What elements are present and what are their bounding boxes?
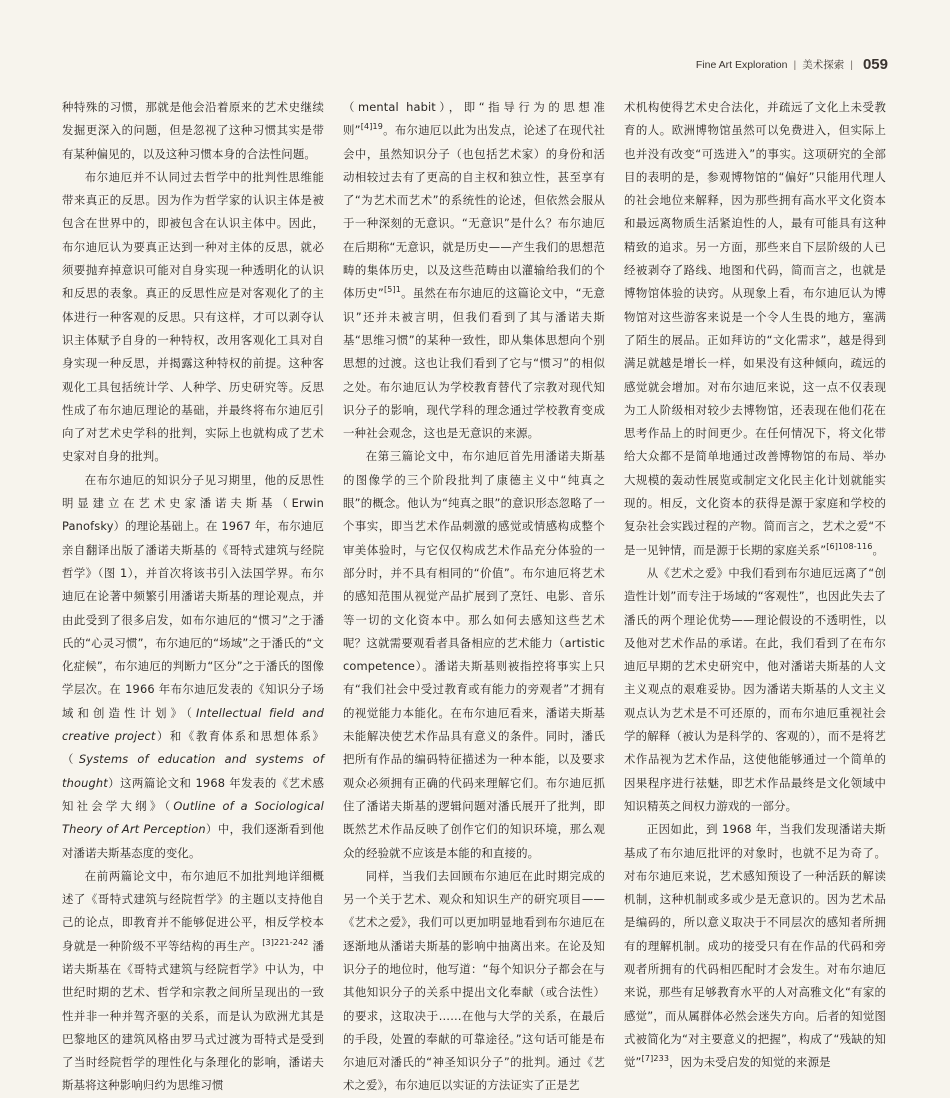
citation-ref: [5]1 [383, 285, 401, 295]
text-run: 。虽然在布尔迪厄的这篇论文中，“无意识”还并未被言明，但我们看到了其与潘诺夫斯基“思维习惯”的某种一致性，即从集体思想向个别思想的过渡。这也让我们看到了它与“惯习”的相似之处。布尔迪厄认为学校教育替代了宗教对现代知识分子的影响，现代学科的理念通过学校教育变成一种社会观念，这也是无意识的来源。 [343, 286, 605, 441]
text-run: 布尔迪厄并不认同过去哲学中的批判性思维能带来真正的反思。因为作为哲学家的认识主体是被包含在世界中的，即被包含在认识主体中。因此，布尔迪厄认为要真正达到一种对主体的反思，就必须要抛弃掉意识可能对自身实现一种透明化的认识和反思的表象。真正的反思性应是对客观化了的主体进行一种客观的反思。只有这样，才可以剥夺认识主体赋予自身的一种特权，改用客观化工具对自身实现一种反思，并揭露这种特权的前提。这种客观化工具包括统计学、人种学、历史研究等。反思性成了布尔迪厄理论的基础，并最终将布尔迪厄引向了对艺术史学科的批判，实际上也就构成了艺术史家对自身的批判。 [62, 169, 324, 464]
paragraph [343, 865, 605, 1098]
text-run: ）这两篇论文和 1968 年发表的《艺术感知社会学大纲》（ [62, 775, 324, 813]
running-header [696, 56, 888, 73]
header-separator: | [850, 58, 853, 71]
paragraph [62, 865, 324, 1098]
text-run: 在前两篇论文中，布尔迪厄不加批判地详细概述了《哥特式建筑与经院哲学》的主题以支持他自己的论点，即教育并不能够促进公平，相反学校本身就是一种阶级不平等结构的再生产。 [62, 868, 324, 953]
text-run: 术机构使得艺术史合法化，并疏远了文化上未受教育的人。欧洲博物馆虽然可以免费进入，但实际上也并没有改变“可选进入”的事实。这项研究的全部目的表明的是，参观博物馆的“偏好”只能用代理人的社会地位来解释，因为那些拥有高水平文化资本和最远离物质生活紧迫性的人，最有可能具有这种精致的追求。另一方面，那些来自下层阶级的人已经被剥夺了路线、地图和代码，简而言之，也就是博物馆体验的诀窍。从现象上看，布尔迪厄认为博物馆对这些游客来说是一个令人生畏的地方，塞满了陌生的展品。正如拜访的“文化需求”，越是得到满足就越是增长一样，如果没有这种倾向，疏远的感觉就会增加。对布尔迪厄来说，这一点不仅表现为工人阶级相对较少去博物馆，还表现在他们花在思考作品上的时间更少。在任何情况下，将文化带给大众都不是简单地通过改善博物馆的布局、举办大规模的轰动性展览或制定文化民主化计划就能实现的。相反，文化资本的获得是源于家庭和学校的复杂社会实践过程的产物。简而言之，艺术之爱“不是一见钟情，而是源于长期的家庭关系” [624, 100, 886, 557]
text-run: （mental habit），即“指导行为的思想准则” [343, 100, 605, 138]
text-run: 潘诺夫斯基在《哥特式建筑与经院哲学》中认为，中世纪时期的艺术、哲学和宗教之间所呈现出的一致性并非一种并驾齐驱的关系，而是认为欧洲尤其是巴黎地区的建筑风格由罗马式过渡为哥特式是受到了当时经院哲学的理性化与条理化的影响，潘诺夫斯基将这种影响归约为思维习惯 [62, 938, 324, 1093]
section-name: 美术探索 [802, 59, 845, 71]
text-run: 在第三篇论文中，布尔迪厄首先用潘诺夫斯基的图像学的三个阶段批判了康德主义中“纯真之眼”的概念。他认为“纯真之眼”的意识形态忽略了一个事实，即当艺术作品刺激的感觉或情感构成整个审美体验时，与它仅仅构成艺术作品充分体验的一部分时，并不具有相同的“价值”。布尔迪厄将艺术的感知范围从视觉产品扩展到了烹饪、电影、音乐等一切的文化资本中。那么如何去感知这些艺术呢？这就需要观看者具备相应的艺术能力（artistic competence）。潘诺夫斯基则被指控将事实上只有“我们社会中受过教育或有能力的旁观者”才拥有的视觉能力本能化。在布尔迪厄看来，潘诺夫斯基未能解决使艺术作品具有意义的条件。同时，潘氏把所有作品的编码特征描述为一种本能，以及要求观众必须拥有正确的代码来理解它们。布尔迪厄抓住了潘诺夫斯基的逻辑问题对潘氏展开了批判，即既然艺术作品反映了创作它们的知识环境，那么观众的经验就不应该是本能的和直接的。 [343, 449, 605, 860]
text-column-2 [343, 96, 605, 1098]
page-number: 059 [862, 56, 888, 73]
text-run: 同样，当我们去回顾布尔迪厄在此时期完成的另一个关于艺术、观众和知识生产的研究项目——《艺术之爱》，我们可以更加明显地看到布尔迪厄在逐渐地从潘诺夫斯基的影响中抽离出来。在论及知识分子的地位时，他写道：“每个知识分子都会在与其他知识分子的关系中提出文化奉献（或合法性）的要求，这取决于……在他与大学的关系，在最后的手段，处置的奉献的可靠途径。”这句话可能是布尔迪厄对潘氏的“神圣知识分子”的批判。通过《艺术之爱》，布尔迪厄以实证的方法证实了正是艺 [343, 868, 605, 1093]
text-run: 。布尔迪厄以此为出发点，论述了在现代社会中，虽然知识分子（也包括艺术家）的身份和活动相较过去有了更高的自主权和独立性，甚至享有了“为艺术而艺术”的系统性的论述，但依然会服从于一种深刻的无意识。“无意识”是什么？布尔迪厄在后期称“无意识，就是历史——产生我们的思想范畴的集体历史，以及这些范畴由以灌输给我们的个体历史” [343, 123, 606, 301]
text-run: ）中，我们逐渐看到他对潘诺夫斯基态度的变化。 [62, 822, 324, 860]
text-column-3 [624, 96, 886, 1074]
citation-ref: [6]108-116 [826, 541, 873, 551]
paragraph [624, 818, 886, 1074]
paragraph [624, 562, 886, 818]
paragraph [62, 469, 324, 865]
paragraph [343, 445, 605, 864]
citation-ref: [3]221-242 [262, 937, 309, 947]
citation-ref: [4]19 [360, 122, 384, 132]
paragraph [343, 96, 605, 445]
text-run: 种特殊的习惯，那就是他会沿着原来的艺术史继续发掘更深入的问题，但是忽视了这种习惯其实是带有某种偏见的，以及这种习惯本身的合法性问题。 [62, 100, 324, 161]
text-run: ）和《教育体系和思想体系》（ [62, 729, 325, 767]
text-run: 正因如此，到 1968 年，当我们发现潘诺夫斯基成了布尔迪厄批评的对象时，也就不足为奇了。对布尔迪厄来说，艺术感知预设了一种活跃的解读机制，这种机制或多或少是无意识的。因为艺术品是编码的，所以意义取决于不同层次的感知者所拥有的理解机制。成功的接受只有在作品的代码和旁观者所拥有的代码相匹配时才会发生。对布尔迪厄来说，那些有足够教育水平的人对高雅文化“有家的感觉”，而从属群体必然会迷失方向。后者的知觉图式被简化为“对主要意义的把握”，构成了“残缺的知觉” [624, 822, 886, 1070]
journal-title: Fine Art Exploration [695, 58, 788, 71]
text-run: 从《艺术之爱》中我们看到布尔迪厄远离了“创造性计划”而专注于场域的“客观性”，也因此失去了潘氏的两个理论优势——理论假设的不透明性，以及他对艺术作品的承诺。在此，我们看到了在布尔迪厄早期的艺术史研究中，他对潘诺夫斯基的人文主义观点的艰难妥协。因为潘诺夫斯基的人文主义观点认为艺术是不可还原的，而布尔迪厄重视社会学的解释（被认为是科学的、客观的），而不是将艺术作品视为艺术作品，这使他能够通过一个简单的因果程序进行祛魅，即艺术作品最终是文化领域中知识精英之间权力游戏的一部分。 [624, 565, 886, 813]
paragraph [62, 166, 324, 469]
paragraph [62, 96, 324, 166]
italic-title: Systems of education and systems of thought [62, 752, 324, 790]
italic-title: Intellectual field and creative project [62, 705, 324, 744]
text-run: 。 [872, 542, 885, 557]
paragraph [624, 96, 886, 562]
text-run: ，因为未受启发的知觉的来源是 [669, 1055, 831, 1070]
text-run: 在布尔迪厄的知识分子见习期里，他的反思性明显建立在艺术史家潘诺夫斯基（Erwin Panofsky）的理论基础上。在 1967 年，布尔迪厄亲自翻译出版了潘诺夫斯基的《哥特式建筑与经院哲学》（图 1），并首次将该书引入法国学界。布尔迪厄在论著中频繁引用潘诺夫斯基的理论观点，并由此受到了很多启发，如布尔迪厄的“惯习”之于潘氏的“心灵习惯”，布尔迪厄的“场域”之于潘氏的“文化症候”，布尔迪厄的判断力“区分”之于潘氏的图像学层次。在 1966 年布尔迪厄发表的《知识分子场域和创造性计划》（ [62, 472, 324, 720]
citation-ref: [7]233 [641, 1054, 670, 1064]
header-separator: | [793, 58, 797, 71]
text-column-1 [62, 96, 324, 1098]
italic-title: Outline of a Sociological Theory of Art Perception [62, 798, 324, 837]
